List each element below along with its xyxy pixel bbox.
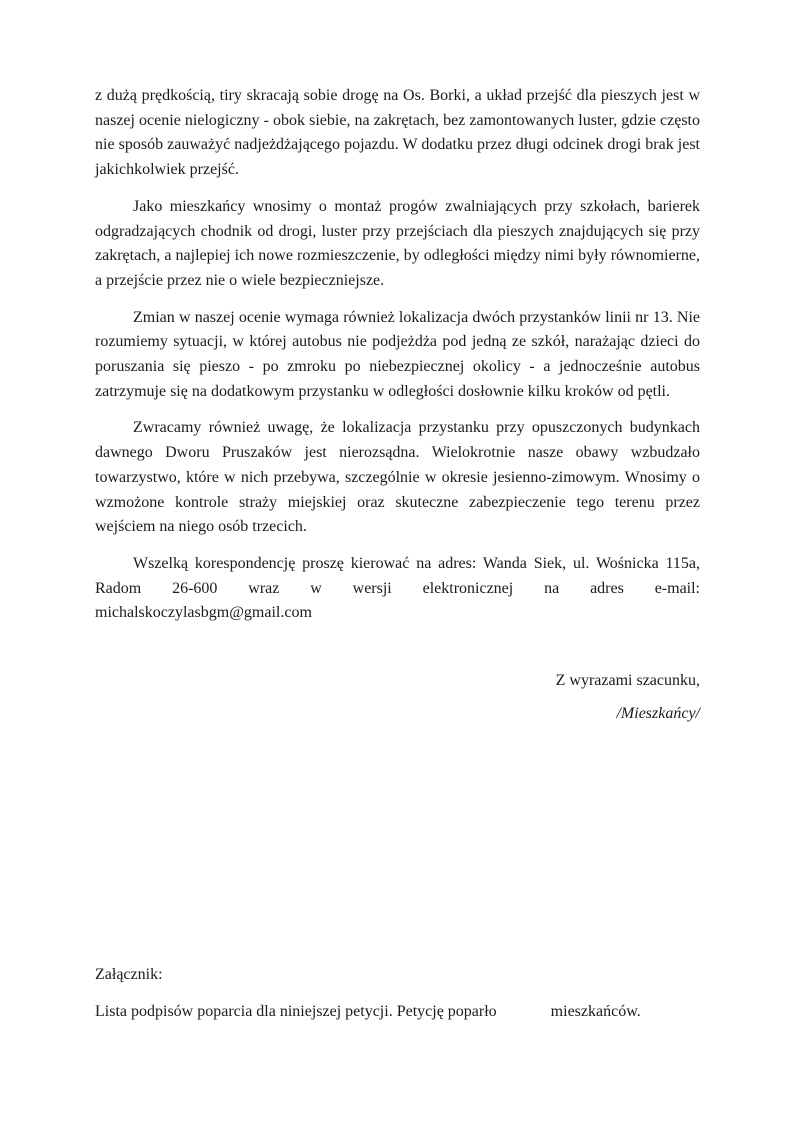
attachment-line-end: mieszkańców. <box>550 1003 641 1021</box>
body-paragraph-4: Zwracamy również uwagę, że lokalizacja przystanku przy opuszczonych budynkach dawnego Dworu Pruszaków jest nierozsądna. Wielokrotnie nasze obawy wzbudzało towarzystwo, które w nich przebywa, szczególnie w okresie jesienno-zimowym. Wnosimy o wzmożone kontrole straży miejskiej oraz skuteczne zabezpieczenie tego terenu przez wejściem na niego osób trzecich. <box>95 419 700 536</box>
attachment-label: Załącznik: <box>95 966 163 984</box>
body-paragraph-3: Zmian w naszej ocenie wymaga również lokalizacja dwóch przystanków linii nr 13. Nie rozumiemy sytuacji, w której autobus nie podjeżdża pod jedną ze szkół, narażając dzieci do poruszania się pieszo - po zmroku po niebezpiecznej okolicy - a jednocześnie autobus zatrzymuje się na dodatkowym przystanku w odległości dosłownie kilku kroków od pętli. <box>95 308 700 400</box>
body-paragraph-correspondence: Wszelką korespondencję proszę kierować na adres: Wanda Siek, ul. Wośnicka 115a, Radom 26-600 wraz w wersji elektronicznej na adres e-mail: michalskoczylasbgm@gmail.com <box>95 554 700 622</box>
body-paragraph-1: z dużą prędkością, tiry skracają sobie drogę na Os. Borki, a układ przejść dla pieszych jest w naszej ocenie nielogiczny - obok siebie, na zakrętach, bez zamontowanych luster, gdzie często nie sposób zauważyć nadjeżdżającego pojazdu. W dodatku przez długi odcinek drogi brak jest jakichkolwiek przejść. <box>95 87 700 179</box>
attachment-line-start: Lista podpisów poparcia dla niniejszej petycji. Petycję poparło <box>95 1003 497 1021</box>
body-paragraph-2: Jako mieszkańcy wnosimy o montaż progów zwalniających przy szkołach, barierek odgradzających chodnik od drogi, luster przy przejściach dla pieszych znajdujących się przy zakrętach, a najlepiej ich nowe rozmieszczenie, by odległości między nimi były równomierne, a przejście przez nie o wiele bezpieczniejsze. <box>95 197 700 289</box>
letter-body <box>95 84 700 1025</box>
signature-line: /Mieszkańcy/ <box>616 704 700 722</box>
attachment-line <box>95 1000 700 1025</box>
closing-salutation: Z wyrazami szacunku, <box>555 672 700 690</box>
